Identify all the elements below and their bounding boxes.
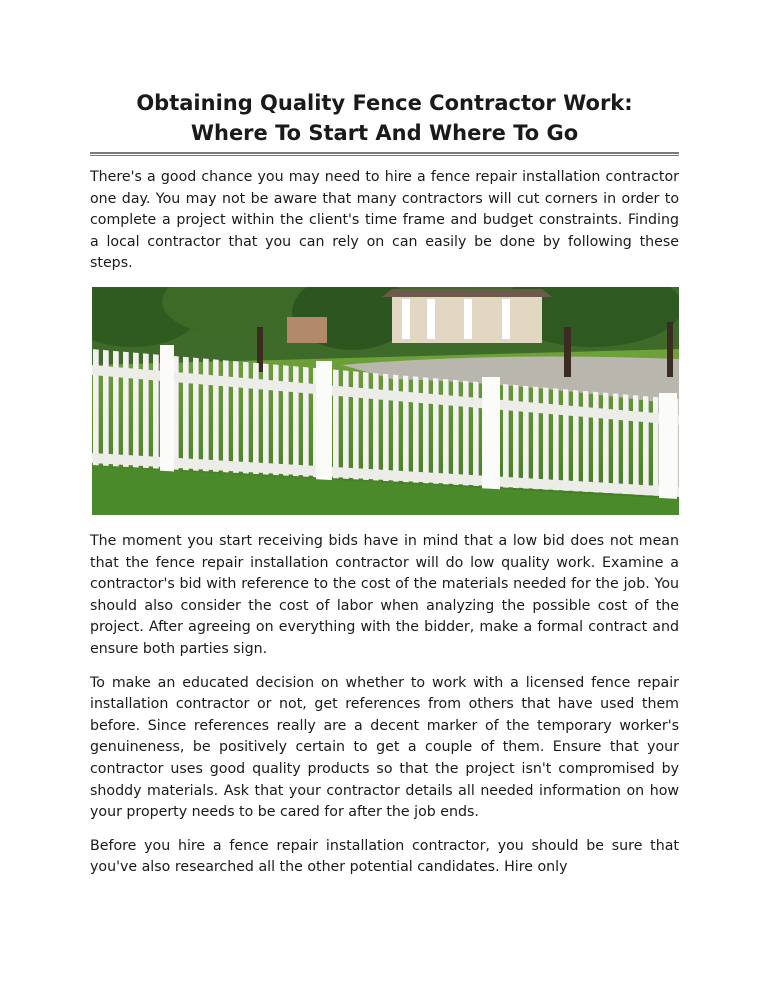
paragraph-bids: The moment you start receiving bids have in mind that a low bid does not mean that the fence repair installation contractor will do low quality work. Examine a contractor's bid with reference to the cost of the materials needed for the job. You should also consider the cost of labor when analyzing the possible cost of the project. After agreeing on everything with the bidder, make a formal contract and ensure both parties sign. [90,532,679,657]
title-line-2: Where To Start And Where To Go [190,121,579,145]
paragraph-intro: There's a good chance you may need to hire a fence repair installation contractor one day. You may not be aware that many contractors will cut corners in order to complete a project within the client's time frame and budget constraints. Finding a local contractor that you can rely on can easily be done by following these steps. [90,169,679,272]
paragraph-candidates: Before you hire a fence repair installation contractor, you should be sure that you've also researched all the other potential candidates. Hire only [90,837,679,876]
title-line-1: Obtaining Quality Fence Contractor Work: [136,91,633,115]
white-picket-fence-photo [92,287,679,515]
title-divider [90,152,679,156]
paragraph-references: To make an educated decision on whether to work with a licensed fence repair installation contractor or not, get references from others that have used them before. Since references really are a decent marker of the temporary worker's genuineness, be positively certain to get a couple of them. Ensure that your contractor uses good quality products so that the project isn't compromised by shoddy materials. Ask that your contractor details all needed information on how your property needs to be cared for after the job ends. [90,674,679,821]
document-page [90,88,679,879]
page-title [90,88,679,148]
